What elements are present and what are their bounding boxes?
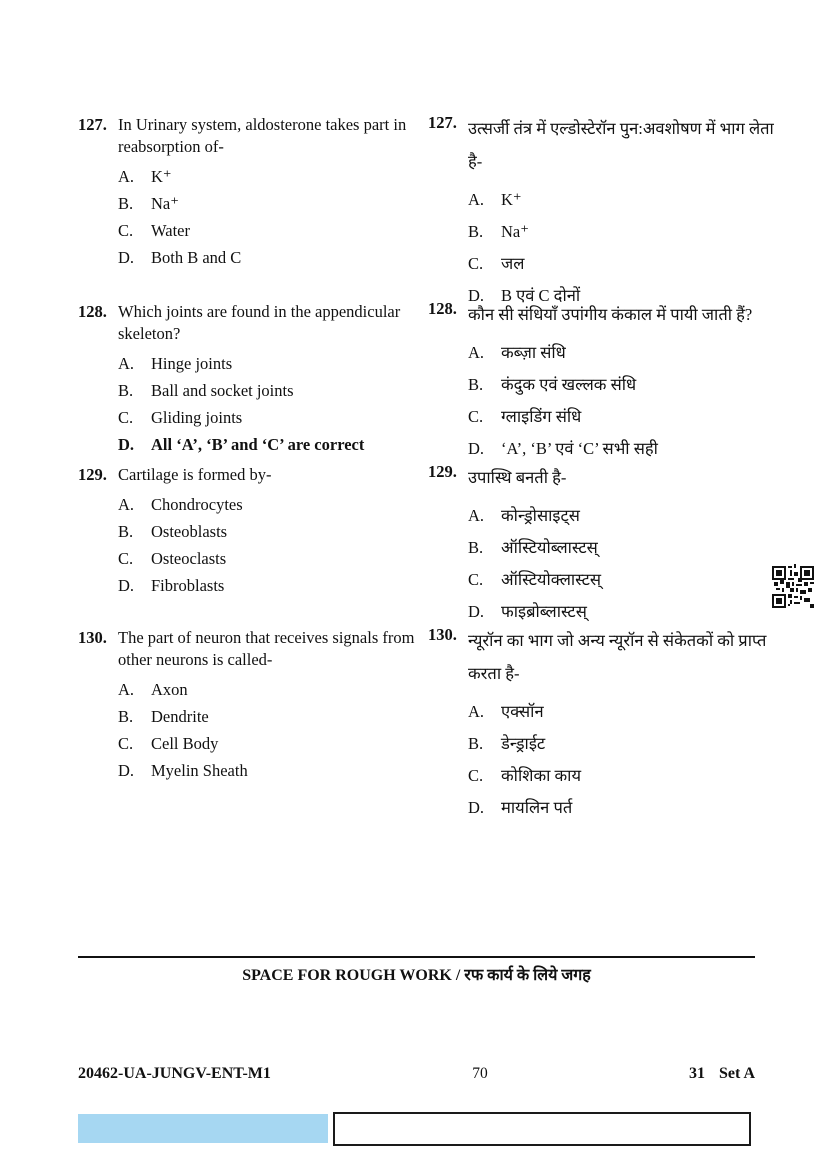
- option-text: Gliding joints: [151, 408, 243, 427]
- answer-option: [468, 601, 776, 622]
- options-list: [118, 354, 416, 455]
- option-text: Cell Body: [151, 734, 219, 753]
- option-letter: A.: [118, 680, 135, 699]
- page-number: 70: [472, 1065, 488, 1082]
- answer-option: [468, 374, 776, 395]
- option-text: ऑस्टियोब्लास्टस्: [501, 538, 598, 557]
- option-letter: B.: [468, 375, 484, 394]
- option-letter: C.: [118, 549, 134, 568]
- answer-option: [118, 761, 416, 781]
- option-text: Na⁺: [151, 194, 179, 213]
- options-list: [468, 189, 776, 306]
- answer-option: [468, 189, 776, 210]
- answer-option: [468, 797, 776, 818]
- option-text: Water: [151, 221, 190, 240]
- answer-option: [118, 522, 416, 542]
- question-body: [118, 114, 416, 268]
- option-text: Axon: [151, 680, 188, 699]
- option-text: ग्लाइडिंग संधि: [501, 407, 582, 426]
- question-number: 130.: [78, 628, 107, 647]
- answer-option: [468, 221, 776, 242]
- option-letter: D.: [118, 248, 135, 267]
- answer-option: [118, 354, 416, 374]
- question-128-en: [78, 301, 416, 455]
- option-letter: A.: [468, 190, 485, 209]
- option-letter: D.: [118, 576, 135, 595]
- option-letter: A.: [118, 495, 135, 514]
- answer-option: [118, 221, 416, 241]
- question-number: 129.: [428, 462, 457, 481]
- answer-option: [118, 167, 416, 187]
- option-letter: B.: [468, 538, 484, 557]
- answer-option: [468, 253, 776, 274]
- answer-option: [118, 248, 416, 268]
- option-text: K⁺: [501, 190, 522, 209]
- booklet-code: 20462-UA-JUNGV-ENT-M1: [78, 1065, 271, 1082]
- question-number: 129.: [78, 465, 107, 484]
- answer-option: [118, 435, 416, 455]
- answer-option: [468, 438, 776, 459]
- option-letter: C.: [118, 734, 134, 753]
- option-letter: A.: [118, 354, 135, 373]
- question-body: [118, 301, 416, 455]
- option-text: ऑस्टियोक्लास्टस्: [501, 570, 602, 589]
- option-letter: A.: [468, 343, 485, 362]
- answer-option: [468, 342, 776, 363]
- option-text: जल: [501, 254, 525, 273]
- answer-option: [468, 569, 776, 590]
- option-letter: C.: [118, 408, 134, 427]
- footer-blue-bar: [78, 1114, 328, 1143]
- question-130-en: [78, 627, 416, 781]
- footer: [78, 1065, 755, 1083]
- options-list: [468, 701, 776, 818]
- question-body: [468, 461, 776, 622]
- option-text: All ‘A’, ‘B’ and ‘C’ are correct: [151, 435, 365, 454]
- option-text: Chondrocytes: [151, 495, 243, 514]
- question-number: 128.: [78, 302, 107, 321]
- question-body: [468, 112, 776, 306]
- option-text: Hinge joints: [151, 354, 233, 373]
- question-text: न्यूरॉन का भाग जो अन्य न्यूरॉन से संकेतकों को प्राप्त करता है-: [468, 631, 767, 683]
- answer-option: [468, 765, 776, 786]
- rough-work-divider: [78, 956, 755, 958]
- option-text: B एवं C दोनों: [501, 286, 581, 305]
- answer-option: [118, 707, 416, 727]
- options-list: [118, 680, 416, 781]
- answer-option: [118, 194, 416, 214]
- option-text: Ball and socket joints: [151, 381, 294, 400]
- answer-option: [468, 406, 776, 427]
- option-text: कंदुक एवं खल्लक संधि: [501, 375, 637, 394]
- answer-option: [468, 701, 776, 722]
- option-letter: A.: [468, 506, 485, 525]
- question-text: कौन सी संधियाँ उपांगीय कंकाल में पायी जाती हैं?: [468, 305, 753, 324]
- answer-option: [118, 495, 416, 515]
- answer-option: [468, 733, 776, 754]
- option-text: Dendrite: [151, 707, 209, 726]
- answer-option: [118, 549, 416, 569]
- option-letter: D.: [468, 286, 485, 305]
- option-letter: C.: [468, 570, 484, 589]
- question-body: [468, 624, 776, 818]
- options-list: [468, 505, 776, 622]
- option-text: मायलिन पर्त: [501, 798, 573, 817]
- answer-option: [468, 537, 776, 558]
- option-text: K⁺: [151, 167, 172, 186]
- question-text: The part of neuron that receives signals from other neurons is called-: [118, 628, 415, 669]
- answer-option: [118, 576, 416, 596]
- question-number: 130.: [428, 625, 457, 644]
- answer-option: [118, 680, 416, 700]
- question-128-hi: [428, 298, 776, 459]
- options-list: [118, 495, 416, 596]
- question-130-hi: [428, 624, 776, 818]
- question-text: उपास्थि बनती है-: [468, 468, 567, 487]
- option-letter: D.: [118, 761, 135, 780]
- footer-right: [689, 1065, 755, 1083]
- option-letter: B.: [118, 522, 134, 541]
- option-letter: D.: [468, 602, 485, 621]
- option-letter: D.: [468, 439, 485, 458]
- option-letter: B.: [468, 222, 484, 241]
- question-text: उत्सर्जी तंत्र में एल्डोस्टेरॉन पुन:अवशोषण में भाग लेता है-: [468, 119, 774, 171]
- qr-code: [772, 562, 814, 608]
- question-number: 127.: [428, 113, 457, 132]
- answer-option: [118, 734, 416, 754]
- option-letter: D.: [118, 435, 135, 454]
- option-text: Myelin Sheath: [151, 761, 248, 780]
- footer-white-box: [333, 1112, 751, 1146]
- question-text: Cartilage is formed by-: [118, 465, 272, 484]
- option-letter: C.: [118, 221, 134, 240]
- option-text: फाइब्रोब्लास्टस्: [501, 602, 587, 621]
- question-body: [118, 627, 416, 781]
- option-text: एक्सॉन: [501, 702, 544, 721]
- option-text: कोन्ड्रोसाइट्स: [501, 506, 580, 525]
- option-letter: D.: [468, 798, 485, 817]
- option-text: कब्ज़ा संधि: [501, 343, 566, 362]
- option-letter: A.: [118, 167, 135, 186]
- option-letter: B.: [118, 707, 134, 726]
- option-letter: B.: [118, 381, 134, 400]
- question-body: [468, 298, 776, 459]
- option-text: कोशिका काय: [501, 766, 582, 785]
- option-letter: A.: [468, 702, 485, 721]
- option-letter: B.: [468, 734, 484, 753]
- question-127-hi: [428, 112, 776, 306]
- question-129-hi: [428, 461, 776, 622]
- option-text: Osteoblasts: [151, 522, 228, 541]
- rough-work-label: SPACE FOR ROUGH WORK / रफ कार्य के लिये जगह: [242, 967, 591, 984]
- question-129-en: [78, 464, 416, 596]
- option-letter: B.: [118, 194, 134, 213]
- option-text: Fibroblasts: [151, 576, 225, 595]
- option-letter: C.: [468, 766, 484, 785]
- sheet-number: 31: [689, 1065, 705, 1082]
- question-text: In Urinary system, aldosterone takes part in reabsorption of-: [118, 115, 407, 156]
- options-list: [118, 167, 416, 268]
- question-127-en: [78, 114, 416, 268]
- options-list: [468, 342, 776, 459]
- option-text: Osteoclasts: [151, 549, 227, 568]
- question-body: [118, 464, 416, 596]
- option-text: Both B and C: [151, 248, 242, 267]
- option-letter: C.: [468, 254, 484, 273]
- question-text: Which joints are found in the appendicular skeleton?: [118, 302, 401, 343]
- option-letter: C.: [468, 407, 484, 426]
- answer-option: [468, 505, 776, 526]
- question-number: 128.: [428, 299, 457, 318]
- set-label: Set A: [719, 1065, 755, 1082]
- option-text: Na⁺: [501, 222, 529, 241]
- answer-option: [118, 381, 416, 401]
- answer-option: [118, 408, 416, 428]
- option-text: डेन्ड्राईट: [501, 734, 546, 753]
- question-number: 127.: [78, 115, 107, 134]
- option-text: ‘A’, ‘B’ एवं ‘C’ सभी सही: [501, 439, 658, 458]
